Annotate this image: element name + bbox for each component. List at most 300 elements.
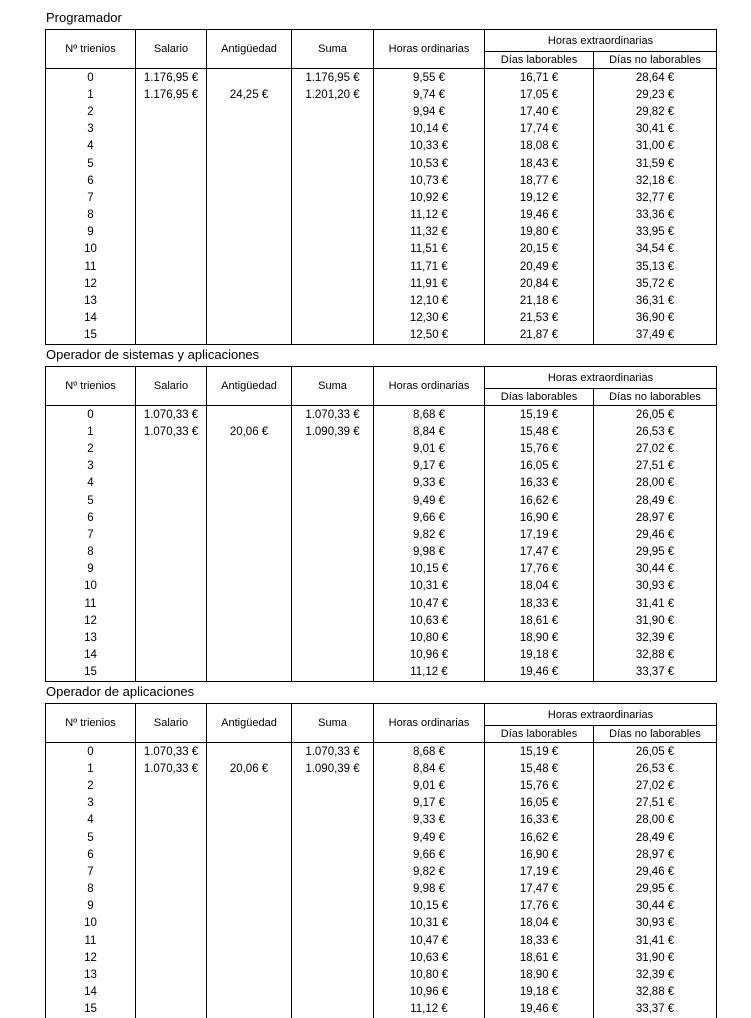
table-row	[46, 526, 717, 543]
cell-suma	[292, 561, 374, 578]
table-title-operador-aplicaciones: Operador de aplicaciones	[46, 684, 195, 699]
cell-dias-no-laborables: 26,05 €	[594, 406, 717, 424]
cell-antiguedad	[207, 406, 292, 424]
cell-dias-no-laborables: 35,13 €	[594, 258, 717, 275]
cell-dias-laborables: 19,46 €	[485, 207, 594, 224]
table-row	[46, 1001, 717, 1018]
cell-suma	[292, 915, 374, 932]
cell-horas-ordinarias: 12,50 €	[374, 327, 485, 345]
table-row	[46, 664, 717, 682]
table-section-operador-sistemas	[45, 347, 716, 682]
cell-horas-ordinarias: 9,98 €	[374, 544, 485, 561]
cell-trienios: 8	[46, 881, 136, 898]
cell-salario	[136, 612, 207, 629]
cell-trienios: 15	[46, 1001, 136, 1018]
cell-trienios: 5	[46, 492, 136, 509]
cell-horas-ordinarias: 9,55 €	[374, 69, 485, 87]
cell-antiguedad	[207, 69, 292, 87]
cell-dias-laborables: 17,76 €	[485, 561, 594, 578]
table-row	[46, 795, 717, 812]
cell-suma	[292, 207, 374, 224]
cell-dias-no-laborables: 29,23 €	[594, 86, 717, 103]
cell-dias-no-laborables: 30,41 €	[594, 121, 717, 138]
cell-dias-no-laborables: 32,77 €	[594, 189, 717, 206]
cell-antiguedad	[207, 932, 292, 949]
cell-horas-ordinarias: 11,12 €	[374, 664, 485, 682]
cell-horas-ordinarias: 10,53 €	[374, 155, 485, 172]
cell-horas-ordinarias: 10,63 €	[374, 949, 485, 966]
cell-antiguedad	[207, 172, 292, 189]
col-header-dias-laborables: Días laborables	[485, 389, 594, 406]
table-row	[46, 86, 717, 103]
cell-horas-ordinarias: 10,47 €	[374, 595, 485, 612]
cell-suma: 1.070,33 €	[292, 743, 374, 761]
cell-antiguedad	[207, 292, 292, 309]
col-header-dias-no-laborables: Días no laborables	[594, 52, 717, 69]
table-row	[46, 984, 717, 1001]
cell-horas-ordinarias: 10,96 €	[374, 984, 485, 1001]
cell-salario	[136, 561, 207, 578]
table-row	[46, 949, 717, 966]
cell-dias-laborables: 18,33 €	[485, 932, 594, 949]
table-section-programador	[45, 10, 716, 345]
cell-trienios: 8	[46, 544, 136, 561]
cell-horas-ordinarias: 9,82 €	[374, 526, 485, 543]
cell-antiguedad	[207, 138, 292, 155]
cell-dias-no-laborables: 31,90 €	[594, 612, 717, 629]
cell-suma	[292, 966, 374, 983]
cell-antiguedad	[207, 595, 292, 612]
cell-salario: 1.070,33 €	[136, 423, 207, 440]
table-row	[46, 224, 717, 241]
cell-dias-laborables: 19,18 €	[485, 984, 594, 1001]
col-header-dias-laborables: Días laborables	[485, 52, 594, 69]
cell-suma	[292, 103, 374, 120]
cell-dias-no-laborables: 26,53 €	[594, 760, 717, 777]
cell-dias-no-laborables: 34,54 €	[594, 241, 717, 258]
cell-suma	[292, 846, 374, 863]
table-row	[46, 846, 717, 863]
cell-horas-ordinarias: 8,84 €	[374, 760, 485, 777]
cell-horas-ordinarias: 11,91 €	[374, 275, 485, 292]
cell-dias-no-laborables: 33,95 €	[594, 224, 717, 241]
cell-dias-no-laborables: 29,46 €	[594, 863, 717, 880]
col-header-horas-extraordinarias: Horas extraordinarias	[485, 704, 717, 726]
table-row	[46, 423, 717, 440]
cell-salario	[136, 526, 207, 543]
cell-suma	[292, 544, 374, 561]
cell-trienios: 13	[46, 629, 136, 646]
cell-dias-no-laborables: 28,97 €	[594, 509, 717, 526]
cell-dias-laborables: 15,19 €	[485, 406, 594, 424]
cell-trienios: 0	[46, 406, 136, 424]
cell-trienios: 14	[46, 984, 136, 1001]
cell-salario: 1.176,95 €	[136, 86, 207, 103]
cell-salario	[136, 241, 207, 258]
cell-dias-no-laborables: 28,49 €	[594, 492, 717, 509]
cell-antiguedad	[207, 258, 292, 275]
col-header-horas-ordinarias: Horas ordinarias	[374, 367, 485, 406]
cell-antiguedad	[207, 966, 292, 983]
table-title-operador-sistemas: Operador de sistemas y aplicaciones	[46, 347, 260, 362]
table-row	[46, 275, 717, 292]
cell-dias-laborables: 16,90 €	[485, 846, 594, 863]
table-row	[46, 492, 717, 509]
cell-antiguedad	[207, 458, 292, 475]
salary-table-operador-sistemas	[45, 366, 717, 682]
cell-horas-ordinarias: 9,49 €	[374, 829, 485, 846]
cell-suma	[292, 984, 374, 1001]
cell-trienios: 11	[46, 258, 136, 275]
cell-horas-ordinarias: 12,10 €	[374, 292, 485, 309]
cell-suma	[292, 121, 374, 138]
cell-horas-ordinarias: 11,12 €	[374, 1001, 485, 1018]
cell-dias-laborables: 15,48 €	[485, 760, 594, 777]
cell-dias-no-laborables: 26,53 €	[594, 423, 717, 440]
table-row	[46, 69, 717, 87]
cell-dias-laborables: 19,12 €	[485, 189, 594, 206]
cell-suma	[292, 1001, 374, 1018]
cell-dias-no-laborables: 31,00 €	[594, 138, 717, 155]
table-row	[46, 932, 717, 949]
cell-antiguedad	[207, 207, 292, 224]
cell-suma	[292, 664, 374, 682]
cell-salario: 1.070,33 €	[136, 760, 207, 777]
table-row	[46, 189, 717, 206]
cell-salario	[136, 138, 207, 155]
cell-salario	[136, 475, 207, 492]
cell-antiguedad	[207, 647, 292, 664]
cell-dias-no-laborables: 32,39 €	[594, 966, 717, 983]
cell-antiguedad	[207, 475, 292, 492]
col-header-horas-ordinarias: Horas ordinarias	[374, 30, 485, 69]
cell-suma	[292, 881, 374, 898]
cell-dias-no-laborables: 27,51 €	[594, 795, 717, 812]
cell-antiguedad	[207, 224, 292, 241]
cell-salario	[136, 509, 207, 526]
cell-salario	[136, 103, 207, 120]
cell-salario	[136, 578, 207, 595]
cell-dias-no-laborables: 27,02 €	[594, 440, 717, 457]
cell-suma	[292, 949, 374, 966]
cell-dias-laborables: 15,76 €	[485, 777, 594, 794]
cell-trienios: 5	[46, 829, 136, 846]
cell-dias-laborables: 20,15 €	[485, 241, 594, 258]
cell-antiguedad	[207, 863, 292, 880]
cell-trienios: 9	[46, 224, 136, 241]
cell-dias-no-laborables: 28,00 €	[594, 475, 717, 492]
cell-salario	[136, 881, 207, 898]
cell-dias-laborables: 17,47 €	[485, 881, 594, 898]
table-row	[46, 475, 717, 492]
cell-dias-laborables: 18,04 €	[485, 915, 594, 932]
cell-salario	[136, 458, 207, 475]
cell-antiguedad	[207, 509, 292, 526]
cell-suma	[292, 224, 374, 241]
cell-horas-ordinarias: 10,92 €	[374, 189, 485, 206]
cell-suma: 1.090,39 €	[292, 760, 374, 777]
cell-suma	[292, 863, 374, 880]
cell-trienios: 15	[46, 664, 136, 682]
cell-salario	[136, 275, 207, 292]
cell-horas-ordinarias: 11,32 €	[374, 224, 485, 241]
cell-salario	[136, 207, 207, 224]
cell-dias-laborables: 18,90 €	[485, 966, 594, 983]
cell-dias-no-laborables: 29,46 €	[594, 526, 717, 543]
cell-horas-ordinarias: 11,51 €	[374, 241, 485, 258]
table-row	[46, 258, 717, 275]
cell-dias-no-laborables: 29,95 €	[594, 881, 717, 898]
cell-dias-no-laborables: 30,93 €	[594, 915, 717, 932]
cell-trienios: 0	[46, 69, 136, 87]
cell-dias-no-laborables: 30,44 €	[594, 561, 717, 578]
cell-dias-laborables: 18,90 €	[485, 629, 594, 646]
cell-dias-no-laborables: 32,88 €	[594, 984, 717, 1001]
cell-salario	[136, 292, 207, 309]
cell-dias-no-laborables: 33,36 €	[594, 207, 717, 224]
cell-suma: 1.176,95 €	[292, 69, 374, 87]
cell-salario	[136, 1001, 207, 1018]
cell-horas-ordinarias: 9,74 €	[374, 86, 485, 103]
cell-trienios: 6	[46, 172, 136, 189]
cell-horas-ordinarias: 10,14 €	[374, 121, 485, 138]
cell-suma	[292, 932, 374, 949]
col-header-trienios: Nº trienios	[46, 30, 136, 69]
cell-dias-laborables: 15,48 €	[485, 423, 594, 440]
cell-dias-no-laborables: 30,93 €	[594, 578, 717, 595]
cell-dias-laborables: 16,33 €	[485, 475, 594, 492]
table-row	[46, 155, 717, 172]
cell-trienios: 2	[46, 777, 136, 794]
cell-salario	[136, 898, 207, 915]
cell-suma	[292, 138, 374, 155]
cell-horas-ordinarias: 8,68 €	[374, 406, 485, 424]
table-row	[46, 310, 717, 327]
cell-dias-laborables: 18,77 €	[485, 172, 594, 189]
cell-salario	[136, 846, 207, 863]
cell-horas-ordinarias: 12,30 €	[374, 310, 485, 327]
table-row	[46, 612, 717, 629]
cell-horas-ordinarias: 10,80 €	[374, 966, 485, 983]
cell-suma	[292, 440, 374, 457]
cell-suma	[292, 509, 374, 526]
col-header-antiguedad: Antigüedad	[207, 704, 292, 743]
cell-trienios: 7	[46, 863, 136, 880]
cell-trienios: 7	[46, 189, 136, 206]
table-row	[46, 103, 717, 120]
cell-horas-ordinarias: 9,49 €	[374, 492, 485, 509]
cell-trienios: 12	[46, 275, 136, 292]
cell-salario	[136, 795, 207, 812]
cell-salario	[136, 664, 207, 682]
cell-antiguedad	[207, 612, 292, 629]
cell-antiguedad	[207, 561, 292, 578]
cell-dias-no-laborables: 30,44 €	[594, 898, 717, 915]
cell-dias-no-laborables: 27,51 €	[594, 458, 717, 475]
cell-antiguedad	[207, 777, 292, 794]
cell-salario	[136, 829, 207, 846]
cell-suma	[292, 829, 374, 846]
cell-dias-no-laborables: 31,90 €	[594, 949, 717, 966]
cell-suma	[292, 647, 374, 664]
cell-horas-ordinarias: 10,31 €	[374, 915, 485, 932]
cell-trienios: 14	[46, 310, 136, 327]
cell-trienios: 11	[46, 932, 136, 949]
cell-suma	[292, 578, 374, 595]
cell-horas-ordinarias: 9,01 €	[374, 777, 485, 794]
col-header-dias-laborables: Días laborables	[485, 726, 594, 743]
cell-antiguedad	[207, 275, 292, 292]
cell-salario	[136, 310, 207, 327]
col-header-trienios: Nº trienios	[46, 367, 136, 406]
cell-horas-ordinarias: 10,15 €	[374, 561, 485, 578]
cell-antiguedad	[207, 241, 292, 258]
cell-trienios: 10	[46, 578, 136, 595]
cell-dias-laborables: 20,84 €	[485, 275, 594, 292]
cell-suma	[292, 526, 374, 543]
cell-trienios: 1	[46, 423, 136, 440]
table-section-operador-aplicaciones	[45, 684, 716, 1018]
cell-antiguedad: 20,06 €	[207, 760, 292, 777]
cell-dias-no-laborables: 28,49 €	[594, 829, 717, 846]
table-row	[46, 327, 717, 345]
cell-trienios: 6	[46, 509, 136, 526]
cell-salario	[136, 777, 207, 794]
col-header-dias-no-laborables: Días no laborables	[594, 389, 717, 406]
cell-trienios: 13	[46, 292, 136, 309]
cell-antiguedad: 20,06 €	[207, 423, 292, 440]
cell-dias-laborables: 18,61 €	[485, 949, 594, 966]
cell-antiguedad	[207, 121, 292, 138]
cell-dias-laborables: 18,61 €	[485, 612, 594, 629]
cell-suma: 1.070,33 €	[292, 406, 374, 424]
cell-trienios: 9	[46, 561, 136, 578]
cell-salario	[136, 984, 207, 1001]
cell-antiguedad	[207, 310, 292, 327]
cell-horas-ordinarias: 10,80 €	[374, 629, 485, 646]
cell-trienios: 3	[46, 795, 136, 812]
cell-trienios: 5	[46, 155, 136, 172]
cell-dias-laborables: 18,43 €	[485, 155, 594, 172]
cell-dias-no-laborables: 33,37 €	[594, 664, 717, 682]
cell-dias-laborables: 16,90 €	[485, 509, 594, 526]
cell-horas-ordinarias: 9,98 €	[374, 881, 485, 898]
cell-dias-no-laborables: 32,39 €	[594, 629, 717, 646]
cell-dias-no-laborables: 29,82 €	[594, 103, 717, 120]
cell-antiguedad	[207, 795, 292, 812]
cell-salario	[136, 915, 207, 932]
cell-antiguedad	[207, 327, 292, 345]
cell-trienios: 10	[46, 241, 136, 258]
cell-suma	[292, 492, 374, 509]
cell-trienios: 2	[46, 440, 136, 457]
cell-dias-laborables: 21,18 €	[485, 292, 594, 309]
cell-horas-ordinarias: 10,31 €	[374, 578, 485, 595]
cell-antiguedad	[207, 846, 292, 863]
cell-dias-laborables: 18,08 €	[485, 138, 594, 155]
cell-salario: 1.070,33 €	[136, 406, 207, 424]
cell-suma	[292, 172, 374, 189]
cell-salario	[136, 949, 207, 966]
table-row	[46, 863, 717, 880]
cell-trienios: 8	[46, 207, 136, 224]
cell-salario	[136, 629, 207, 646]
cell-antiguedad	[207, 829, 292, 846]
cell-dias-laborables: 21,87 €	[485, 327, 594, 345]
cell-suma	[292, 612, 374, 629]
table-row	[46, 458, 717, 475]
cell-dias-laborables: 20,49 €	[485, 258, 594, 275]
cell-dias-laborables: 16,05 €	[485, 458, 594, 475]
cell-antiguedad	[207, 526, 292, 543]
cell-salario	[136, 440, 207, 457]
cell-trienios: 0	[46, 743, 136, 761]
cell-suma: 1.201,20 €	[292, 86, 374, 103]
table-row	[46, 578, 717, 595]
cell-horas-ordinarias: 9,66 €	[374, 846, 485, 863]
cell-trienios: 3	[46, 121, 136, 138]
cell-horas-ordinarias: 11,12 €	[374, 207, 485, 224]
table-row	[46, 440, 717, 457]
cell-dias-laborables: 19,80 €	[485, 224, 594, 241]
table-row	[46, 966, 717, 983]
cell-dias-no-laborables: 26,05 €	[594, 743, 717, 761]
cell-dias-laborables: 16,33 €	[485, 812, 594, 829]
cell-trienios: 10	[46, 915, 136, 932]
cell-dias-laborables: 17,74 €	[485, 121, 594, 138]
cell-horas-ordinarias: 8,68 €	[374, 743, 485, 761]
salary-table-operador-aplicaciones	[45, 703, 717, 1018]
cell-dias-no-laborables: 28,64 €	[594, 69, 717, 87]
cell-trienios: 4	[46, 138, 136, 155]
cell-salario	[136, 258, 207, 275]
cell-salario	[136, 647, 207, 664]
cell-antiguedad	[207, 189, 292, 206]
cell-dias-laborables: 16,71 €	[485, 69, 594, 87]
cell-horas-ordinarias: 10,63 €	[374, 612, 485, 629]
cell-horas-ordinarias: 9,17 €	[374, 458, 485, 475]
cell-dias-laborables: 19,18 €	[485, 647, 594, 664]
cell-suma	[292, 241, 374, 258]
cell-salario	[136, 155, 207, 172]
cell-salario	[136, 121, 207, 138]
cell-dias-no-laborables: 31,41 €	[594, 595, 717, 612]
cell-dias-laborables: 19,46 €	[485, 1001, 594, 1018]
cell-dias-no-laborables: 35,72 €	[594, 275, 717, 292]
cell-trienios: 7	[46, 526, 136, 543]
cell-suma	[292, 777, 374, 794]
cell-horas-ordinarias: 9,01 €	[374, 440, 485, 457]
cell-dias-laborables: 16,62 €	[485, 492, 594, 509]
table-row	[46, 292, 717, 309]
col-header-antiguedad: Antigüedad	[207, 30, 292, 69]
cell-salario	[136, 492, 207, 509]
cell-salario	[136, 327, 207, 345]
cell-dias-no-laborables: 37,49 €	[594, 327, 717, 345]
cell-antiguedad	[207, 898, 292, 915]
table-row	[46, 241, 717, 258]
table-row	[46, 121, 717, 138]
cell-trienios: 13	[46, 966, 136, 983]
table-row	[46, 172, 717, 189]
cell-dias-no-laborables: 29,95 €	[594, 544, 717, 561]
cell-trienios: 2	[46, 103, 136, 120]
col-header-dias-no-laborables: Días no laborables	[594, 726, 717, 743]
cell-suma	[292, 898, 374, 915]
cell-salario	[136, 595, 207, 612]
cell-dias-laborables: 18,04 €	[485, 578, 594, 595]
table-row	[46, 406, 717, 424]
